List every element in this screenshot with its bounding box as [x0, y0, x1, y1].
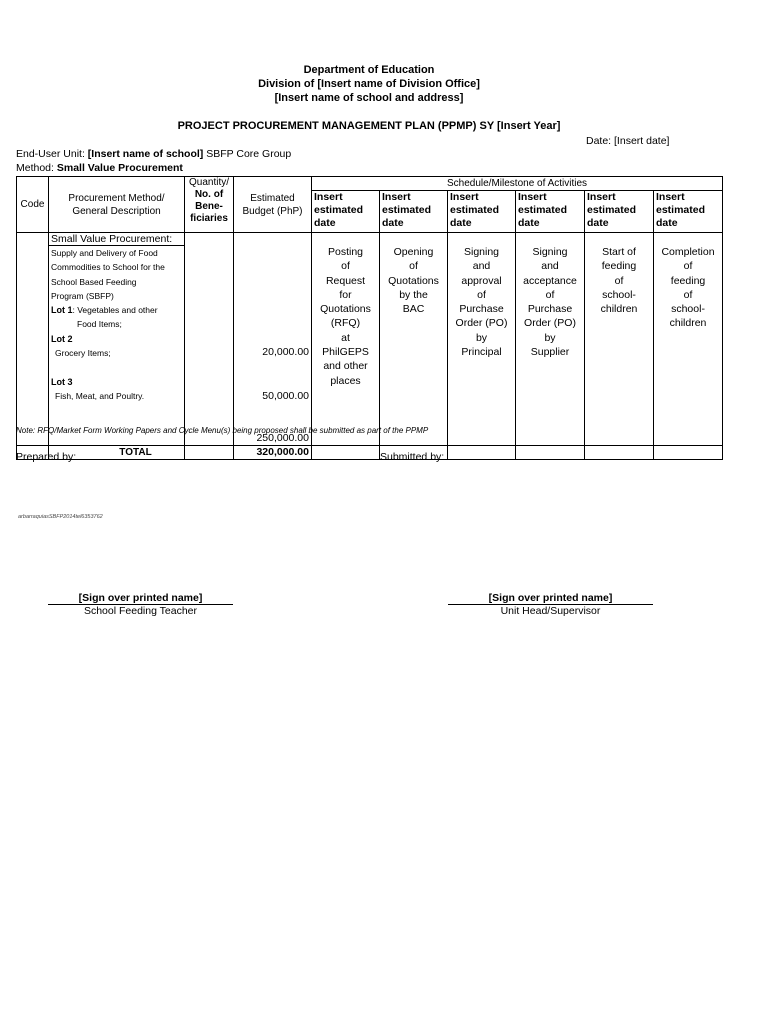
insert-date-5: Insert estimated date: [585, 191, 654, 233]
activity-start-feeding: Start of feeding of school- children: [585, 233, 654, 446]
svp-label: Small Value Procurement:: [49, 233, 184, 246]
lot1-label: Lot 1: [51, 305, 73, 316]
col-method-header: Procurement Method/ General Description: [49, 177, 185, 233]
signature-block-left: [48, 592, 233, 617]
total-label: TOTAL: [49, 446, 185, 460]
budget-cell: [234, 233, 312, 446]
school-title: [Insert name of school and address]: [274, 92, 464, 104]
end-user-value: [Insert name of school]: [87, 148, 204, 160]
budget-lot1: 20,000.00: [262, 346, 309, 358]
prepared-by-label: Prepared by:: [16, 451, 77, 463]
insert-date-3: Insert estimated date: [448, 191, 516, 233]
submitted-by-label: Submitted by:: [380, 451, 445, 463]
signature-block-right: [448, 592, 653, 617]
activity-completion-feeding: Completion of feeding of school- children: [654, 233, 723, 446]
col-code-header: Code: [17, 177, 49, 233]
activity-posting: Posting of Request for Quotations (RFQ) at PhilGEPS and other places: [312, 233, 380, 446]
budget-lot2: 50,000.00: [262, 390, 309, 402]
total-value: 320,000.00: [234, 446, 312, 460]
insert-date-6: Insert estimated date: [654, 191, 723, 233]
method-value: Small Value Procurement: [56, 162, 183, 174]
method-line: [16, 162, 183, 174]
code-cell: [17, 233, 49, 446]
activity-signing-acceptance: Signing and acceptance of Purchase Order (PO) by Supplier: [516, 233, 585, 446]
department-title: Department of Education: [303, 64, 435, 76]
submission-note: Note: RFQ/Market Form Working Papers and Cycle Menu(s) being proposed shall be submitted as part of the PPMP: [16, 426, 429, 435]
sign-name-left: [Sign over printed name]: [78, 592, 203, 604]
end-user-unit: [16, 148, 291, 160]
end-user-label: End-User Unit:: [16, 148, 88, 160]
activity-opening: Opening of Quotations by the BAC: [380, 233, 448, 446]
activity-signing-approval: Signing and approval of Purchase Order (PO) by Principal: [448, 233, 516, 446]
sign-role-right: Unit Head/Supervisor: [500, 605, 601, 617]
end-user-suffix: SBFP Core Group: [203, 148, 292, 160]
col-budget-header: Estimated Budget (PhP): [234, 177, 312, 233]
col-qty-header: Quantity/ No. of Bene- ficiaries: [185, 177, 234, 233]
sign-role-left: School Feeding Teacher: [83, 605, 198, 617]
division-title: Division of [Insert name of Division Office]: [258, 78, 480, 90]
lot3-label: Lot 3: [51, 376, 73, 387]
sign-name-right: [Sign over printed name]: [488, 592, 613, 604]
ppmp-table: [16, 176, 723, 460]
schedule-header: Schedule/Milestone of Activities: [312, 177, 723, 191]
document-watermark: arbarraquiasSBFP2014tel6353762: [18, 514, 103, 520]
plan-title: PROJECT PROCUREMENT MANAGEMENT PLAN (PPMP) SY [Insert Year]: [177, 120, 561, 132]
date-field: Date: [Insert date]: [586, 135, 670, 147]
method-label: Method:: [16, 162, 57, 174]
description-cell: Small Value Procurement: Supply and Delivery of Food Commodities to School for the School Based Feeding Program (SBFP) Lot 1: Vegetables and other Food Items; Lot 2 Grocery Items; Lot 3 Fish, Meat, and Poultry.: [49, 233, 185, 446]
quantity-cell: [185, 233, 234, 446]
insert-date-2: Insert estimated date: [380, 191, 448, 233]
budget-lot3: 250,000.00: [256, 432, 309, 444]
insert-date-4: Insert estimated date: [516, 191, 585, 233]
insert-date-1: Insert estimated date: [312, 191, 380, 233]
lot2-label: Lot 2: [51, 333, 73, 344]
total-qty-cell: [185, 446, 234, 460]
